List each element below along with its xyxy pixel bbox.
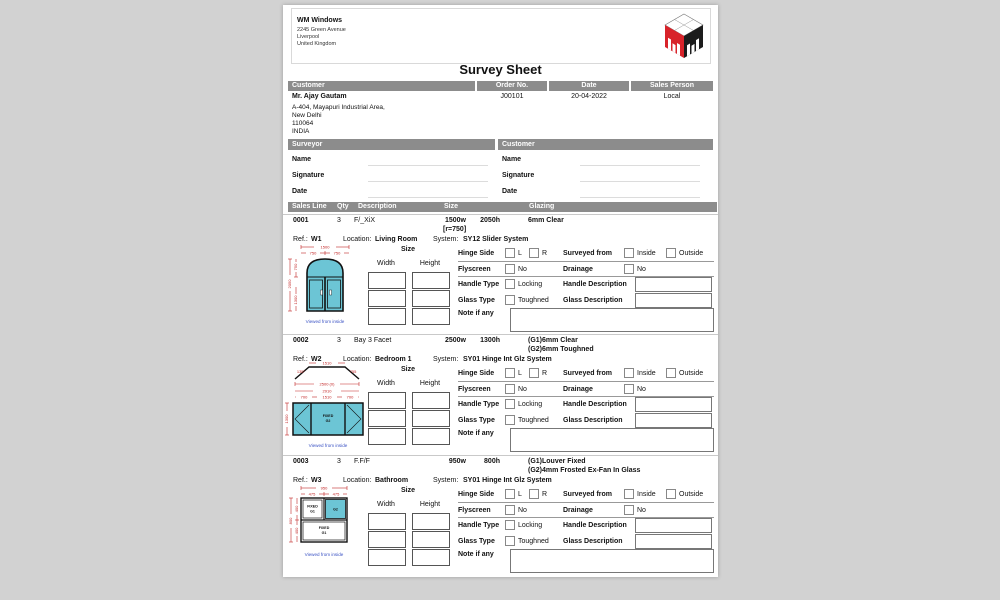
dimension-label: 475 [332,491,340,497]
address-line: INDIA [292,128,310,135]
glass-description-label: Glass Description [563,296,623,304]
dimension-label: 800 [288,517,294,525]
size-header: Size [400,246,415,253]
dimension-label: 1300 [293,295,299,305]
surveyed-from-label: Surveyed from [563,249,613,257]
handle-description-input[interactable] [635,277,712,292]
panel-label: FIXED [322,414,334,418]
width-header: Width [377,260,395,267]
glazing-line-1: 6mm Clear [528,217,564,224]
qty-value: 3 [337,337,341,344]
width-input[interactable] [368,392,406,409]
handle-description-label: Handle Description [563,280,627,288]
panel-label: FIXED [318,526,330,530]
surveyor-date-field[interactable] [368,188,488,198]
sales-line-entry-0001 [283,214,718,335]
qty-value: 3 [337,458,341,465]
glass-description-input[interactable] [635,413,712,428]
col-header-date: Date [549,81,629,91]
glass-type-label: Glass Type [458,296,495,304]
ref-label: Ref.: [293,477,308,484]
locking-option-label: Locking [518,400,543,408]
surveyor-name-label: Name [292,156,312,163]
outside-option-label: Outside [679,249,704,257]
hinge-side-l-checkbox[interactable] [505,248,515,258]
window-diagram-w2 [283,359,373,453]
no-option-label: No [518,506,527,514]
window-diagram-w1 [285,243,367,331]
hinge-side-r-checkbox[interactable] [529,368,539,378]
system-label: System: [433,236,459,243]
outside-option-label: Outside [679,490,704,498]
glass-description-label: Glass Description [563,416,623,424]
toughned-option-label: Toughned [518,537,549,545]
glass-type-toughned-checkbox[interactable] [505,295,515,305]
dimension-label: 755 [349,369,357,374]
system-value: SY01 Hinge Int Glz System [463,356,552,363]
address-line: A-404, Mayapuri Industrial Area, [292,104,385,111]
ref-label: Ref.: [293,356,308,363]
col-header-sales-line: Sales Line [288,202,335,212]
inside-option-label: Inside [637,249,656,257]
ref-label: Ref.: [293,236,308,243]
hinge-side-label: Hinge Side [458,490,495,498]
company-city: Liverpool [297,34,320,40]
glazing-line-2: (G2)6mm Toughned [528,345,594,353]
surveyed-from-inside-checkbox[interactable] [624,248,634,258]
viewed-from-inside-caption: Viewed from inside [305,319,345,324]
glazing-line-2: (G2)4mm Frosted Ex-Fan In Glass [528,466,641,474]
l-option-label: L [518,249,522,257]
location-value: Bedroom 1 [375,356,412,363]
company-address-line: 2245 Green Avenue [297,27,346,33]
width-input[interactable] [368,410,406,427]
glass-description-input[interactable] [635,293,712,308]
order-no-value: J00101 [500,93,524,100]
note-input[interactable] [510,308,714,332]
col-header-size: Size [440,202,527,212]
handle-type-label: Handle Type [458,521,500,529]
surveyed-from-inside-checkbox[interactable] [624,489,634,499]
hinge-side-label: Hinge Side [458,249,495,257]
company-header-box [291,8,711,64]
drainage-label: Drainage [563,506,593,514]
dimension-label: 750 [293,263,299,271]
flyscreen-no-checkbox[interactable] [505,505,515,515]
no-option-label: No [518,265,527,273]
width-input[interactable] [368,549,406,566]
customer-name: Mr. Ajay Gautam [292,93,347,100]
surveyor-date-label: Date [292,188,308,195]
surveyor-name-field[interactable] [368,156,488,166]
size-width-value: 2500w [444,337,466,344]
note-label: Note if any [458,430,494,437]
note-label: Note if any [458,310,494,317]
sales-line-entry-0003 [283,455,718,576]
customer-signature-field[interactable] [580,172,700,182]
handle-type-label: Handle Type [458,400,500,408]
note-input[interactable] [510,428,714,452]
height-header: Height [419,260,441,267]
handle-description-input[interactable] [635,518,712,533]
handle-description-input[interactable] [635,397,712,412]
size-width-value: 950w [448,458,466,465]
l-option-label: L [518,490,522,498]
surveyor-signature-label: Signature [292,172,325,179]
description-value: Bay 3 Facet [354,337,392,344]
survey-sheet-page [283,5,718,577]
locking-option-label: Locking [518,280,543,288]
height-input[interactable] [412,308,450,325]
hinge-side-r-checkbox[interactable] [529,248,539,258]
sales-line-entry-0002 [283,334,718,455]
width-input[interactable] [368,308,406,325]
height-input[interactable] [412,410,450,427]
glass-description-label: Glass Description [563,537,623,545]
height-input[interactable] [412,290,450,307]
drainage-no-checkbox[interactable] [624,505,634,515]
drainage-label: Drainage [563,385,593,393]
no-option-label: No [637,265,646,273]
size-note: [r=750] [443,226,467,233]
sales-line-number: 0002 [293,337,309,344]
panel-label: G2 [333,507,338,512]
height-input[interactable] [412,428,450,445]
address-line: 110064 [292,120,314,127]
sales-line-number: 0003 [293,458,309,465]
r-option-label: R [542,369,548,377]
dimension-label: 1510 [322,394,332,400]
panel-label: FIXED [307,504,318,509]
size-header: Size [400,366,415,373]
ref-value: W1 [311,236,322,243]
dimension-label: 475 [308,491,316,497]
dimension-label: 1510 [322,360,332,366]
ref-value: W3 [311,477,322,484]
toughned-option-label: Toughned [518,296,549,304]
size-height-value: 2050h [480,217,500,224]
dimension-label: 2910 [322,388,332,394]
flyscreen-no-checkbox[interactable] [505,264,515,274]
size-width-value: 1500w [444,217,466,224]
viewed-from-inside-caption: Viewed from inside [304,552,344,557]
height-input[interactable] [412,392,450,409]
surveyor-signature-field[interactable] [368,172,488,182]
panel-label: G1 [310,509,315,514]
size-height-value: 800h [484,458,500,465]
customer-signature-label: Signature [502,172,535,179]
l-option-label: L [518,369,522,377]
inside-option-label: Inside [637,369,656,377]
col-header-qty: Qty [333,202,356,212]
sales-person-value: Local [663,93,681,100]
customer-address [292,104,385,136]
flyscreen-label: Flyscreen [458,265,491,273]
width-input[interactable] [368,531,406,548]
drainage-no-checkbox[interactable] [624,384,634,394]
system-value: SY01 Hinge Int Glz System [463,477,552,484]
locking-option-label: Locking [518,521,543,529]
height-header: Height [419,380,441,387]
customer-name-field[interactable] [580,156,700,166]
r-option-label: R [542,249,548,257]
width-header: Width [377,501,395,508]
no-option-label: No [518,385,527,393]
glazing-value [528,458,710,475]
width-input[interactable] [368,272,406,289]
glass-type-toughned-checkbox[interactable] [505,415,515,425]
outside-option-label: Outside [679,369,704,377]
system-value: SY12 Slider System [463,236,529,243]
height-input[interactable] [412,513,450,530]
system-label: System: [433,356,459,363]
address-line: New Delhi [292,112,322,119]
description-value: F.F/F [354,458,370,465]
surveyed-from-label: Surveyed from [563,369,613,377]
sales-line-number: 0001 [293,217,309,224]
handle-type-label: Handle Type [458,280,500,288]
col-header-sales-person: Sales Person [631,81,713,91]
glass-type-toughned-checkbox[interactable] [505,536,515,546]
date-value: 20-04-2022 [571,93,607,100]
col-header-order-no: Order No. [477,81,547,91]
customer-name-label: Name [502,156,522,163]
r-option-label: R [542,490,548,498]
surveyed-from-outside-checkbox[interactable] [666,248,676,258]
hinge-side-l-checkbox[interactable] [505,489,515,499]
hinge-side-l-checkbox[interactable] [505,368,515,378]
wm-logo-icon [664,13,706,61]
inside-option-label: Inside [637,490,656,498]
height-header: Height [419,501,441,508]
handle-description-label: Handle Description [563,521,627,529]
col-header-glazing: Glazing [525,202,717,212]
dimension-label: 2500 (0) [319,381,335,387]
location-label: Location: [343,356,372,363]
height-input[interactable] [412,549,450,566]
surveyed-from-outside-checkbox[interactable] [666,489,676,499]
dimension-label: 1300 [284,414,290,424]
dimension-label: 400 [294,527,300,535]
flyscreen-label: Flyscreen [458,385,491,393]
note-input[interactable] [510,549,714,573]
company-address [297,27,346,48]
surveyed-from-inside-checkbox[interactable] [624,368,634,378]
surveyor-section-header: Surveyor [288,139,495,150]
handle-type-locking-checkbox[interactable] [505,399,515,409]
height-input[interactable] [412,531,450,548]
customer-section-header: Customer [498,139,713,150]
dimension-label: 400 [294,505,300,513]
hinge-side-r-checkbox[interactable] [529,489,539,499]
no-option-label: No [637,506,646,514]
width-input[interactable] [368,428,406,445]
location-label: Location: [343,477,372,484]
dimension-label: 1500 [320,244,330,250]
drainage-label: Drainage [563,265,593,273]
location-value: Bathroom [375,477,409,484]
handle-type-locking-checkbox[interactable] [505,279,515,289]
company-country: United Kingdom [297,41,337,47]
location-label: Location: [343,236,372,243]
note-label: Note if any [458,551,494,558]
company-name: WM Windows [297,17,343,24]
width-input[interactable] [368,290,406,307]
panel-label: G1 [321,531,327,535]
viewed-from-inside-caption: Viewed from inside [308,443,348,448]
dimension-label: 950 [320,485,328,491]
glass-description-input[interactable] [635,534,712,549]
surveyed-from-label: Surveyed from [563,490,613,498]
surveyed-from-outside-checkbox[interactable] [666,368,676,378]
glass-type-label: Glass Type [458,537,495,545]
system-label: System: [433,477,459,484]
toughned-option-label: Toughned [518,416,549,424]
handle-type-locking-checkbox[interactable] [505,520,515,530]
panel-label: G2 [325,419,331,423]
dimension-label: 2050 [287,279,293,289]
dimension-label: 700 [300,394,308,400]
height-input[interactable] [412,272,450,289]
size-header: Size [400,487,415,494]
customer-date-label: Date [502,188,518,195]
glazing-value [528,217,710,226]
hinge-side-label: Hinge Side [458,369,495,377]
drainage-no-checkbox[interactable] [624,264,634,274]
page-title: Survey Sheet [459,62,542,77]
no-option-label: No [637,385,646,393]
glazing-line-1: (G1)Louver Fixed [528,458,586,465]
width-input[interactable] [368,513,406,530]
dimension-label: 135° [296,369,306,374]
size-height-value: 1300h [480,337,500,344]
window-diagram-w3 [287,484,367,566]
width-header: Width [377,380,395,387]
handle-description-label: Handle Description [563,400,627,408]
dimension-label: 750 [333,250,341,256]
col-header-customer: Customer [288,81,475,91]
glazing-line-1: (G1)6mm Clear [528,337,578,344]
ref-value: W2 [311,356,322,363]
qty-value: 3 [337,217,341,224]
flyscreen-no-checkbox[interactable] [505,384,515,394]
dimension-label: 750 [309,250,317,256]
glazing-value [528,337,710,354]
col-header-description: Description [354,202,442,212]
glass-type-label: Glass Type [458,416,495,424]
location-value: Living Room [375,236,418,243]
description-value: F/_XiX [354,217,376,224]
customer-date-field[interactable] [580,188,700,198]
dimension-label: 700 [346,394,354,400]
flyscreen-label: Flyscreen [458,506,491,514]
